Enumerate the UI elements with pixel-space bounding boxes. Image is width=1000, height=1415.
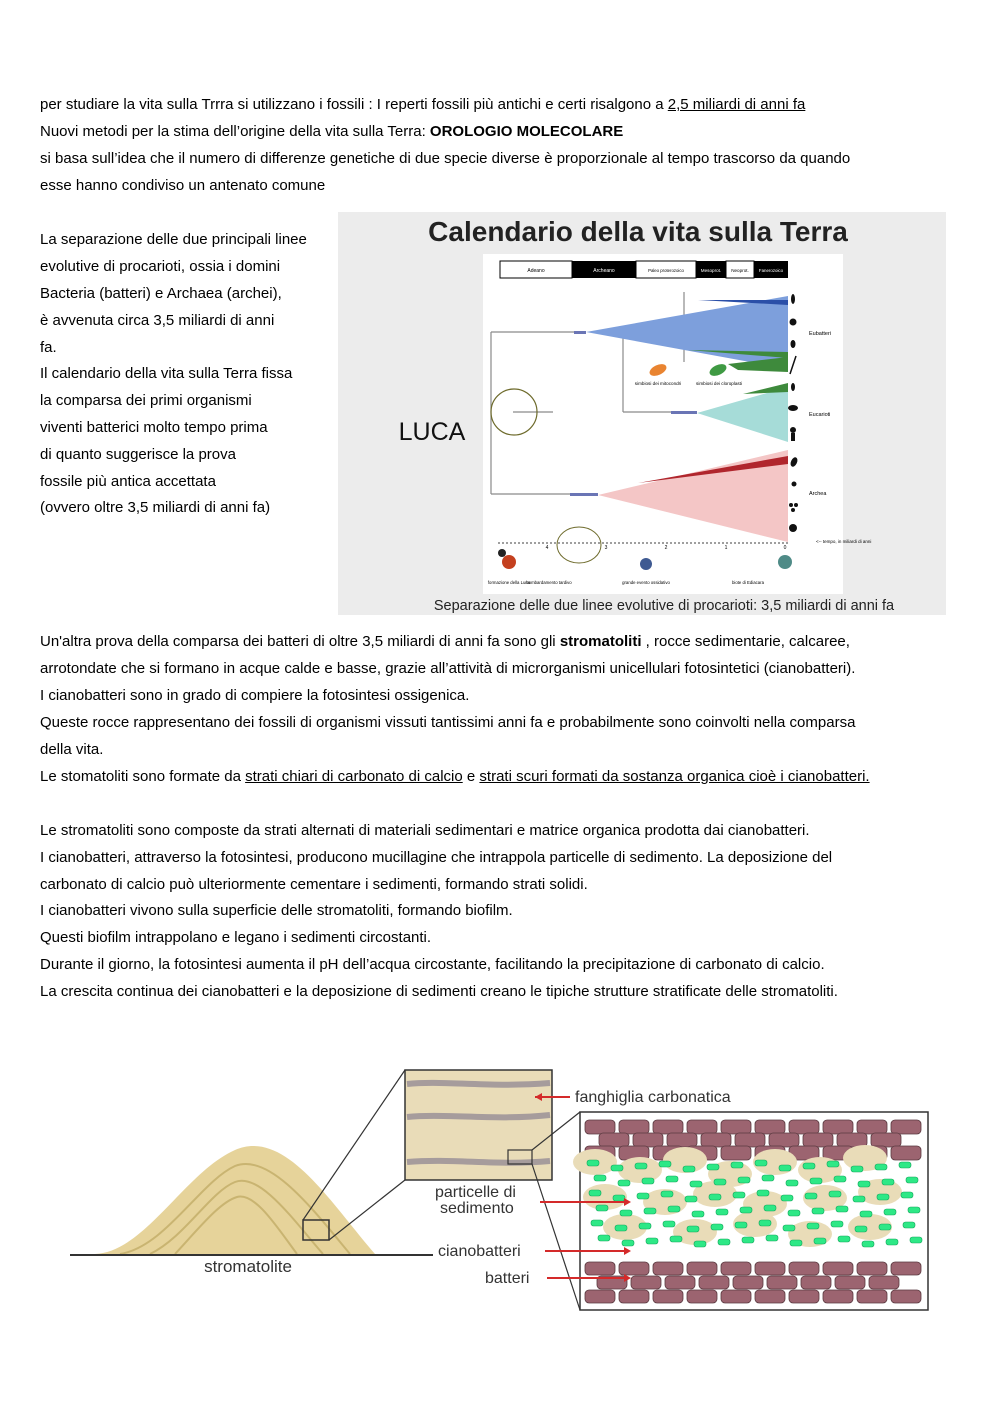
era-bar — [500, 261, 788, 278]
intro-line-1 — [40, 91, 805, 118]
mud-cell — [823, 1120, 853, 1134]
planet-icon — [502, 555, 516, 569]
cyanobacterium — [836, 1206, 848, 1212]
dark-layer — [407, 1115, 550, 1117]
left-line: la comparsa dei primi organismi — [40, 392, 252, 409]
para3-line: I cianobatteri, attraverso la fotosintesi, producono mucillagine che intrappola particelle di sedimento. La deposizione del — [40, 849, 833, 866]
cyanobacterium — [862, 1241, 874, 1247]
cyanobacterium — [611, 1165, 623, 1171]
intro-bold: OROLOGIO MOLECOLARE — [429, 123, 624, 140]
bacterium-cell — [789, 1262, 819, 1275]
cyanobacterium — [733, 1192, 745, 1198]
axis-tick: 4 — [545, 545, 549, 551]
stromatolite-diagram — [65, 1062, 935, 1317]
mud-cell — [769, 1133, 799, 1147]
para3-line: I cianobatteri vivono sulla superficie delle stromatoliti, formando biofilm. — [40, 902, 513, 919]
calendar-of-life-figure — [338, 212, 946, 615]
cyanobacterium — [899, 1162, 911, 1168]
para2-text: Le stomatoliti sono formate da — [40, 768, 246, 785]
cyanobacterium — [642, 1178, 654, 1184]
cyanobacterium — [851, 1166, 863, 1172]
group-label-eubatteri: Eubatteri — [809, 331, 832, 337]
cyanobacterium — [692, 1211, 704, 1217]
cyanobacterium — [764, 1205, 776, 1211]
label-fanghiglia: fanghiglia carbonatica — [575, 1089, 731, 1106]
cyanobacterium — [766, 1235, 778, 1241]
cyanobacterium — [855, 1226, 867, 1232]
earth-oxidation-icon — [640, 558, 652, 570]
event-label: bombardamento tardivo — [526, 580, 572, 585]
cyanobacterium — [829, 1191, 841, 1197]
left-line: evolutive di procarioti, ossia i domini — [40, 258, 281, 275]
left-line: fa. — [40, 339, 57, 356]
bacterium-cell — [869, 1276, 899, 1289]
mud-cell — [891, 1146, 921, 1160]
label-particelle — [435, 1184, 516, 1201]
mud-cell — [585, 1120, 615, 1134]
cyanobacterium — [838, 1236, 850, 1242]
label-cianobatteri: cianobatteri — [438, 1243, 521, 1260]
bacterium-cell — [699, 1276, 729, 1289]
bacterium-cell — [857, 1290, 887, 1303]
cyanobacterium — [635, 1163, 647, 1169]
mud-cell — [653, 1120, 683, 1134]
para2-text: e — [462, 768, 480, 785]
bacterium-cell — [801, 1276, 831, 1289]
earth-ediacara-icon — [778, 555, 792, 569]
bacterium-cell — [665, 1276, 695, 1289]
cyanobacterium — [637, 1193, 649, 1199]
zoom-line — [329, 1180, 405, 1240]
symbiosis-label: simbiosi dei mitocondri — [634, 381, 682, 386]
mud-cell — [701, 1133, 731, 1147]
intro-line-3: si basa sull’idea che il numero di differenze genetiche di due specie diverse è proporzionale al tempo trascorso da quando — [40, 150, 851, 167]
mud-cell — [619, 1120, 649, 1134]
cyanobacterium — [877, 1194, 889, 1200]
left-line: (ovvero oltre 3,5 miliardi di anni fa) — [40, 499, 271, 516]
mud-cell — [599, 1133, 629, 1147]
cyanobacterium — [810, 1178, 822, 1184]
left-line: La separazione delle due principali linee — [40, 231, 307, 248]
cyanobacterium — [834, 1176, 846, 1182]
cyanobacterium — [903, 1222, 915, 1228]
cyanobacterium — [587, 1160, 599, 1166]
luca-label: LUCA — [398, 418, 466, 446]
bacterium-cell — [755, 1290, 785, 1303]
cyanobacterium — [591, 1220, 603, 1226]
bacterium-cell — [653, 1290, 683, 1303]
cyanobacterium — [908, 1207, 920, 1213]
cyanobacterium — [709, 1194, 721, 1200]
cyanobacterium — [738, 1177, 750, 1183]
para2-line-4: Queste rocce rappresentano dei fossili di organismi vissuti tantissimi anni fa e probabilmente sono coinvolti nella comparsa — [40, 714, 856, 731]
cyanobacterium — [639, 1223, 651, 1229]
cyanobacterium — [812, 1208, 824, 1214]
branch-node — [574, 331, 586, 334]
bacterium-cell — [631, 1276, 661, 1289]
para2-line-2: arrotondate che si formano in acque calde e basse, grazie all’attività di microrganismi unicellulari fotosintetici (cianobatteri). — [40, 660, 856, 677]
cyanobacterium — [707, 1164, 719, 1170]
cyanobacterium — [735, 1222, 747, 1228]
cyanobacterium — [618, 1180, 630, 1186]
mud-cell — [721, 1120, 751, 1134]
para3-line: Le stromatoliti sono composte da strati alternati di materiali sedimentari e matrice organica prodotta dai cianobatteri. — [40, 822, 810, 839]
era-label: Mesoprot. — [700, 268, 722, 273]
intro-line-4: esse hanno condiviso un antenato comune — [40, 177, 326, 194]
event-label: grande evento ossidativo — [622, 580, 670, 585]
cyanobacterium — [589, 1190, 601, 1196]
bacterium-cell — [891, 1262, 921, 1275]
bacterium-cell — [687, 1262, 717, 1275]
label-particelle-text: particelle di — [435, 1184, 516, 1201]
bacterium-cell — [767, 1276, 797, 1289]
cyanobacterium — [879, 1224, 891, 1230]
cyanobacterium — [685, 1196, 697, 1202]
mud-cell — [803, 1133, 833, 1147]
bacterium-cell — [585, 1262, 615, 1275]
left-line: Bacteria (batteri) e Archaea (archei), — [40, 285, 282, 302]
cyanobacterium — [779, 1165, 791, 1171]
era-label: Paleo proterozoico — [648, 268, 684, 273]
bacterium-cell — [619, 1262, 649, 1275]
intro-text: Nuovi metodi per la stima dell’origine della vita sulla Terra: — [40, 123, 430, 140]
cyanobacterium — [644, 1208, 656, 1214]
group-label-eucarioti: Eucarioti — [809, 412, 831, 418]
bacterium-cell — [721, 1262, 751, 1275]
cyanobacterium — [886, 1239, 898, 1245]
cyanobacterium — [781, 1195, 793, 1201]
figure-caption: Separazione delle due linee evolutive di procarioti: 3,5 miliardi di anni fa — [433, 598, 895, 614]
bacterium-cell — [733, 1276, 763, 1289]
para2-line-1 — [40, 628, 850, 655]
moon-icon — [498, 549, 506, 557]
stromatolite-label: stromatolite — [204, 1257, 292, 1276]
para2-text: , rocce sedimentarie, calcaree, — [641, 633, 850, 650]
mud-cell — [871, 1133, 901, 1147]
cyanobacterium — [718, 1239, 730, 1245]
cyanobacterium — [757, 1190, 769, 1196]
cyanobacterium — [803, 1163, 815, 1169]
era-label: Adeano — [527, 268, 545, 274]
cyanobacterium — [827, 1161, 839, 1167]
cyanobacterium — [594, 1175, 606, 1181]
para2-underlined: strati chiari di carbonato di calcio — [245, 768, 463, 785]
para2-text: Un'altra prova della comparsa dei batteri di oltre 3,5 miliardi di anni fa sono gli — [40, 633, 560, 650]
cyanobacterium — [875, 1164, 887, 1170]
label-batteri: batteri — [485, 1270, 530, 1287]
left-line: fossile più antica accettata — [40, 473, 216, 490]
mud-cell — [837, 1133, 867, 1147]
para3-line: Durante il giorno, la fotosintesi aumenta il pH dell’acqua circostante, facilitando la precipitazione di carbonato di calcio. — [40, 956, 825, 973]
cyanobacterium — [668, 1206, 680, 1212]
cyanobacterium — [910, 1237, 922, 1243]
cyanobacterium — [742, 1237, 754, 1243]
cyanobacterium — [755, 1160, 767, 1166]
mud-cell — [735, 1133, 765, 1147]
mud-cell — [633, 1133, 663, 1147]
label-sedimento: sedimento — [440, 1200, 514, 1217]
intro-line-2 — [40, 118, 623, 145]
cyanobacterium — [670, 1236, 682, 1242]
bacterium-cell — [857, 1262, 887, 1275]
cyanobacterium — [714, 1179, 726, 1185]
para2-line-3: I cianobatteri sono in grado di compiere la fotosintesi ossigenica. — [40, 687, 470, 704]
cyanobacterium — [906, 1177, 918, 1183]
cyanobacterium — [687, 1226, 699, 1232]
cyanobacterium — [663, 1221, 675, 1227]
era-label: Fanerozoico — [758, 268, 784, 273]
mud-cell — [667, 1133, 697, 1147]
intro-text: per studiare la vita sulla Trrra si utilizzano i fossili : I reperti fossili più antichi e certi risalgono a — [40, 96, 668, 113]
axis-tick: 3 — [604, 545, 608, 551]
cyanobacterium — [615, 1225, 627, 1231]
cyanobacterium — [613, 1195, 625, 1201]
dark-layer — [407, 1161, 550, 1163]
cyanobacterium — [666, 1176, 678, 1182]
bacterium-cell — [789, 1290, 819, 1303]
cyanobacterium — [661, 1191, 673, 1197]
axis-tick: 2 — [664, 545, 668, 551]
group-label-archea: Archea — [809, 491, 827, 497]
mud-cell — [857, 1120, 887, 1134]
bacterium-cell — [755, 1262, 785, 1275]
bacterium-cell — [823, 1290, 853, 1303]
bacterium-cell — [835, 1276, 865, 1289]
cyanobacterium — [740, 1207, 752, 1213]
mud-cell — [891, 1120, 921, 1134]
bacterium-cell — [823, 1262, 853, 1275]
cyanobacterium — [884, 1209, 896, 1215]
cyanobacterium — [762, 1175, 774, 1181]
left-line: Il calendario della vita sulla Terra fissa — [40, 365, 293, 382]
axis-tick: 0 — [783, 545, 787, 551]
bacterium-cell — [653, 1262, 683, 1275]
left-line: viventi batterici molto tempo prima — [40, 419, 268, 436]
para2-bold: stromatoliti — [559, 633, 642, 650]
para2-line-6 — [40, 763, 870, 790]
cyanobacterium — [882, 1179, 894, 1185]
cyanobacterium — [814, 1238, 826, 1244]
cyanobacterium — [853, 1196, 865, 1202]
cyanobacterium — [690, 1181, 702, 1187]
stromatolite-mound — [95, 1146, 375, 1254]
cyanobacterium — [620, 1210, 632, 1216]
intro-underlined: 2,5 miliardi di anni fa — [667, 96, 806, 113]
mud-cell — [687, 1120, 717, 1134]
left-line: è avvenuta circa 3,5 miliardi di anni — [40, 312, 275, 329]
era-label: Archeano — [593, 268, 615, 274]
cyanobacterium — [694, 1241, 706, 1247]
dark-layer — [407, 1083, 550, 1085]
cyanobacterium — [711, 1224, 723, 1230]
cyanobacterium — [783, 1225, 795, 1231]
mud-cell — [789, 1120, 819, 1134]
cyanobacterium — [831, 1221, 843, 1227]
para2-line-5: della vita. — [40, 741, 104, 758]
cyanobacterium — [759, 1220, 771, 1226]
cyanobacterium — [858, 1181, 870, 1187]
para3-line: Questi biofilm intrappolano e legano i sedimenti circostanti. — [40, 929, 432, 946]
para2-underlined: strati scuri formati da sostanza organica cioè i cianobatteri. — [479, 768, 870, 785]
event-label: biote di Ediacara — [731, 580, 765, 585]
cyanobacterium — [716, 1209, 728, 1215]
axis-tick: 1 — [724, 545, 728, 551]
left-line: di quanto suggerisce la prova — [40, 446, 236, 463]
branch-node — [671, 411, 697, 414]
cyanobacterium — [622, 1240, 634, 1246]
bacterium-cell — [687, 1290, 717, 1303]
mud-cell — [721, 1146, 751, 1160]
cyanobacterium — [598, 1235, 610, 1241]
symbiosis-label: simbiosi dei cloroplasti — [696, 381, 742, 386]
cyanobacterium — [659, 1161, 671, 1167]
era-label: Neoprot. — [731, 268, 749, 273]
cyanobacterium — [683, 1166, 695, 1172]
sediment-grain — [618, 1157, 662, 1183]
figure-title: Calendario della vita sulla Terra — [428, 216, 848, 247]
cyanobacterium — [901, 1192, 913, 1198]
branch-node — [570, 493, 598, 496]
cyanobacterium — [788, 1210, 800, 1216]
cyanobacterium — [596, 1205, 608, 1211]
bacterium-cell — [619, 1290, 649, 1303]
mud-cell — [755, 1120, 785, 1134]
axis-label: <-- tempo, in miliardi di anni — [816, 539, 872, 544]
cyanobacterium — [805, 1193, 817, 1199]
cyanobacterium — [646, 1238, 658, 1244]
cyanobacterium — [731, 1162, 743, 1168]
para3-line: carbonato di calcio può ulteriormente cementare i sedimenti, formando strati solidi. — [40, 876, 588, 893]
cyanobacterium — [860, 1211, 872, 1217]
event-label: formazione della Luna — [487, 580, 531, 585]
bacterium-cell — [721, 1290, 751, 1303]
cyanobacterium — [807, 1223, 819, 1229]
cyanobacterium — [786, 1180, 798, 1186]
cyanobacterium — [790, 1240, 802, 1246]
zoom-line — [303, 1070, 405, 1220]
bacterium-cell — [891, 1290, 921, 1303]
bacterium-cell — [585, 1290, 615, 1303]
para3-line: La crescita continua dei cianobatteri e la deposizione di sedimenti creano le tipiche strutture stratificate delle stromatoliti. — [40, 983, 838, 1000]
zoom-line — [532, 1164, 580, 1310]
